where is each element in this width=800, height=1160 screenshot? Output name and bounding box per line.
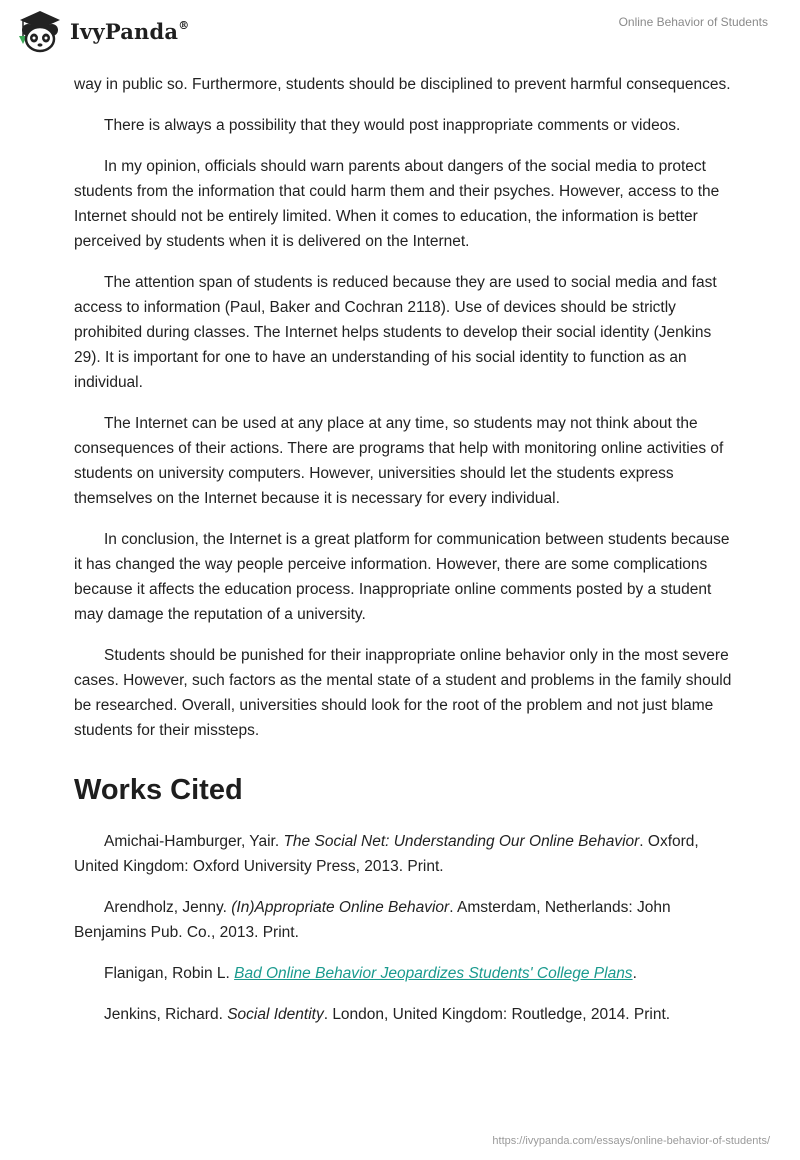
citation-details: . [632, 965, 637, 982]
citation-author: Jenkins, Richard. [104, 1006, 228, 1023]
citation-title: (In)Appropriate Online Behavior [231, 899, 450, 916]
logo-text: IvyPanda® [70, 18, 190, 44]
document-title: Online Behavior of Students [618, 15, 768, 29]
paragraph: In conclusion, the Internet is a great platform for communication between students because it has changed the way people perceive information. However, there are some complications because it affects the education process. Inappropriate online comments posted by a student may damage the reputation of a university. [74, 531, 730, 623]
citation [74, 961, 734, 986]
citation [74, 829, 734, 879]
essay-body [74, 72, 734, 1043]
citation-details: . London, United Kingdom: Routledge, 2014. Print. [323, 1006, 671, 1023]
page-header [0, 0, 800, 70]
citation-details: . Oxford, United Kingdom: Oxford University Press, 2013. Print. [74, 833, 699, 875]
works-cited-heading: Works Cited [74, 774, 243, 806]
logo[interactable] [14, 8, 189, 54]
citation-author: Amichai-Hamburger, Yair. [104, 833, 284, 850]
paragraph: way in public so. Furthermore, students should be disciplined to prevent harmful consequences. [74, 76, 731, 93]
citation-title: Social Identity [227, 1006, 324, 1023]
citation [74, 1002, 734, 1027]
footer-url[interactable]: https://ivypanda.com/essays/online-behavior-of-students/ [492, 1135, 770, 1147]
paragraph: There is always a possibility that they would post inappropriate comments or videos. [104, 117, 681, 134]
citation-title: The Social Net: Understanding Our Online Behavior [283, 833, 640, 850]
paragraph: Students should be punished for their inappropriate online behavior only in the most severe cases. However, such factors as the mental state of a student and problems in the family should be researched. Overall, universities should look for the root of the problem and not just blame students for their missteps. [74, 647, 732, 739]
citation-author: Flanigan, Robin L. [104, 965, 235, 982]
panda-graduate-icon [14, 8, 66, 54]
paragraph: The attention span of students is reduced because they are used to social media and fast access to information (Paul, Baker and Cochran 2118). Use of devices should be strictly prohibited during classes. The Internet helps students to develop their social identity (Jenkins 29). It is important for one to have an understanding of his social identity to function as an individual. [74, 274, 717, 391]
paragraph: In my opinion, officials should warn parents about dangers of the social media to protect students from the information that could harm them and their psyches. However, access to the Internet should not be entirely limited. When it comes to education, the information is better perceived by students when it is delivered on the Internet. [74, 158, 720, 250]
citation-author: Arendholz, Jenny. [104, 899, 232, 916]
citation-link[interactable]: Bad Online Behavior Jeopardizes Students' College Plans [234, 965, 633, 982]
paragraph: The Internet can be used at any place at any time, so students may not think about the consequences of their actions. There are programs that help with monitoring online activities of students on university computers. However, universities should let the students express themselves on the Internet because it is necessary for every individual. [74, 415, 724, 507]
citation-details: . Amsterdam, Netherlands: John Benjamins Pub. Co., 2013. Print. [74, 899, 671, 941]
citation [74, 895, 734, 945]
